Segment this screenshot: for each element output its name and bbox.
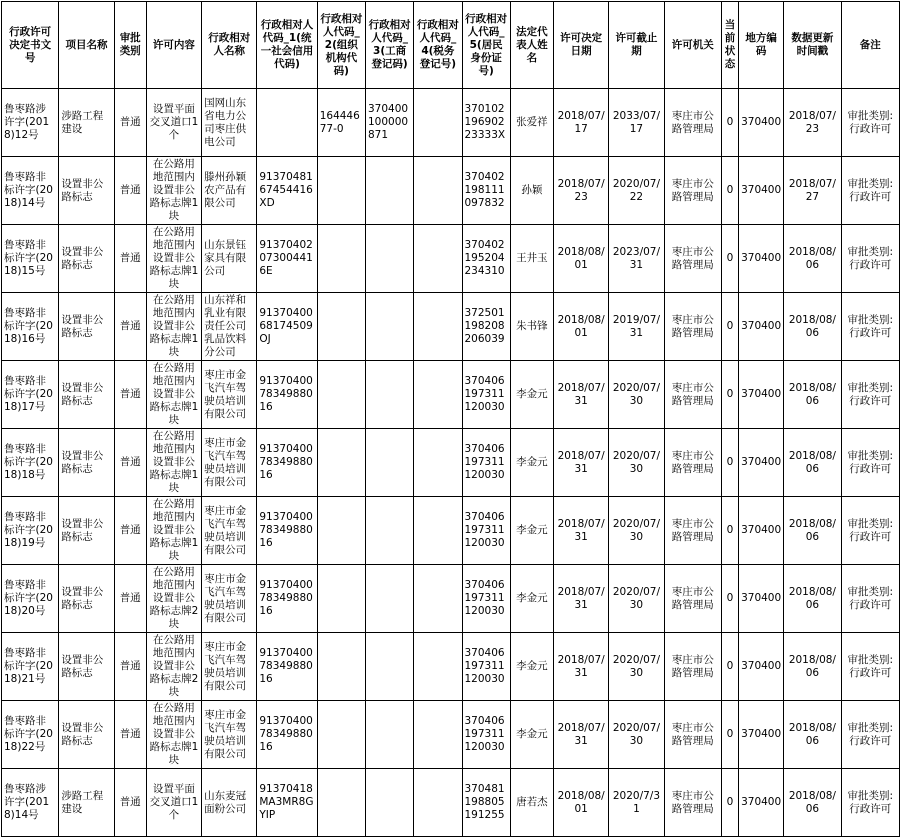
header-updated: 数据更新时间戳 [784, 2, 841, 89]
cell-docno: 鲁枣路非标许字(2018)17号 [2, 361, 59, 429]
table-row [2, 497, 900, 565]
cell-code-2: 16444677-0 [317, 89, 365, 157]
cell-updated: 2018/08/06 [784, 565, 841, 633]
cell-remark: 审批类别:行政许可 [841, 157, 899, 225]
cell-code-5: 370406197311120030 [462, 565, 510, 633]
cell-code-4 [414, 293, 462, 361]
cell-decision-date: 2018/07/23 [554, 157, 609, 225]
cell-category: 普通 [114, 89, 146, 157]
cell-content: 在公路用地范围内设置非公路标志牌2块 [146, 633, 201, 701]
cell-code-5: 370481198805191255 [462, 769, 510, 837]
cell-code-5: 370402198111097832 [462, 157, 510, 225]
header-row [2, 2, 900, 89]
table-row [2, 157, 900, 225]
cell-remark: 审批类别:行政许可 [841, 701, 899, 769]
cell-party-name: 枣庄市金飞汽车驾驶员培训有限公司 [202, 701, 257, 769]
cell-authority: 枣庄市公路管理局 [664, 565, 721, 633]
cell-party-name: 枣庄市金飞汽车驾驶员培训有限公司 [202, 361, 257, 429]
cell-category: 普通 [114, 565, 146, 633]
cell-legal-rep: 张爱祥 [510, 89, 553, 157]
cell-decision-date: 2018/08/01 [554, 225, 609, 293]
cell-docno: 鲁枣路非标许字(2018)14号 [2, 157, 59, 225]
cell-content: 在公路用地范围内设置非公路标志牌1块 [146, 293, 201, 361]
cell-code-4 [414, 89, 462, 157]
cell-code-3 [365, 429, 413, 497]
cell-party-name: 滕州孙颖农产品有限公司 [202, 157, 257, 225]
cell-status: 0 [721, 157, 738, 225]
cell-category: 普通 [114, 429, 146, 497]
header-expiry: 许可截止期 [609, 2, 664, 89]
cell-project: 设置非公路标志 [59, 701, 114, 769]
cell-code-5: 370406197311120030 [462, 429, 510, 497]
cell-decision-date: 2018/07/31 [554, 565, 609, 633]
cell-region: 370400 [739, 769, 784, 837]
cell-legal-rep: 李金元 [510, 633, 553, 701]
cell-authority: 枣庄市公路管理局 [664, 293, 721, 361]
cell-updated: 2018/08/06 [784, 225, 841, 293]
cell-code-3 [365, 701, 413, 769]
cell-project: 设置非公路标志 [59, 565, 114, 633]
cell-expiry: 2019/07/31 [609, 293, 664, 361]
cell-code-4 [414, 769, 462, 837]
cell-region: 370400 [739, 361, 784, 429]
cell-authority: 枣庄市公路管理局 [664, 701, 721, 769]
cell-region: 370400 [739, 701, 784, 769]
cell-project: 设置非公路标志 [59, 429, 114, 497]
cell-content: 在公路用地范围内设置非公路标志牌1块 [146, 157, 201, 225]
cell-code-3 [365, 361, 413, 429]
cell-code-2 [317, 429, 365, 497]
table-row [2, 701, 900, 769]
cell-expiry: 2020/07/30 [609, 361, 664, 429]
cell-code-2 [317, 701, 365, 769]
cell-remark: 审批类别:行政许可 [841, 225, 899, 293]
cell-expiry: 2023/07/31 [609, 225, 664, 293]
table-row [2, 89, 900, 157]
cell-code-1 [257, 89, 317, 157]
cell-legal-rep: 李金元 [510, 565, 553, 633]
cell-code-3 [365, 157, 413, 225]
cell-project: 设置非公路标志 [59, 293, 114, 361]
cell-decision-date: 2018/07/31 [554, 497, 609, 565]
cell-remark: 审批类别:行政许可 [841, 429, 899, 497]
cell-region: 370400 [739, 497, 784, 565]
cell-expiry: 2020/7/31 [609, 769, 664, 837]
cell-status: 0 [721, 361, 738, 429]
cell-legal-rep: 唐若杰 [510, 769, 553, 837]
cell-legal-rep: 李金元 [510, 429, 553, 497]
cell-status: 0 [721, 497, 738, 565]
cell-code-4 [414, 361, 462, 429]
cell-docno: 鲁枣路非标许字(2018)22号 [2, 701, 59, 769]
cell-project: 设置非公路标志 [59, 497, 114, 565]
cell-remark: 审批类别:行政许可 [841, 293, 899, 361]
cell-authority: 枣庄市公路管理局 [664, 361, 721, 429]
table-body [2, 89, 900, 837]
header-code-3: 行政相对人代码_3(工商登记码) [365, 2, 413, 89]
cell-updated: 2018/08/06 [784, 769, 841, 837]
cell-legal-rep: 李金元 [510, 701, 553, 769]
cell-docno: 鲁枣路非标许字(2018)16号 [2, 293, 59, 361]
cell-expiry: 2020/07/30 [609, 701, 664, 769]
cell-docno: 鲁枣路涉许字(2018)12号 [2, 89, 59, 157]
cell-code-2 [317, 157, 365, 225]
cell-remark: 审批类别:行政许可 [841, 769, 899, 837]
cell-decision-date: 2018/07/31 [554, 633, 609, 701]
header-project: 项目名称 [59, 2, 114, 89]
cell-status: 0 [721, 89, 738, 157]
cell-status: 0 [721, 225, 738, 293]
cell-expiry: 2020/07/22 [609, 157, 664, 225]
cell-content: 在公路用地范围内设置非公路标志牌1块 [146, 361, 201, 429]
cell-code-1: 91370402073004416E [257, 225, 317, 293]
cell-updated: 2018/08/06 [784, 429, 841, 497]
cell-code-4 [414, 633, 462, 701]
cell-code-3 [365, 769, 413, 837]
cell-remark: 审批类别:行政许可 [841, 565, 899, 633]
cell-category: 普通 [114, 225, 146, 293]
cell-code-3 [365, 633, 413, 701]
cell-authority: 枣庄市公路管理局 [664, 497, 721, 565]
cell-category: 普通 [114, 361, 146, 429]
header-party-name: 行政相对人名称 [202, 2, 257, 89]
cell-decision-date: 2018/07/31 [554, 429, 609, 497]
header-legal-rep: 法定代表人姓名 [510, 2, 553, 89]
cell-code-1: 913704007834988016 [257, 497, 317, 565]
cell-authority: 枣庄市公路管理局 [664, 429, 721, 497]
cell-region: 370400 [739, 225, 784, 293]
cell-category: 普通 [114, 701, 146, 769]
table-row [2, 293, 900, 361]
cell-updated: 2018/08/06 [784, 293, 841, 361]
cell-decision-date: 2018/07/17 [554, 89, 609, 157]
cell-code-2 [317, 361, 365, 429]
cell-party-name: 山东景钰家具有限公司 [202, 225, 257, 293]
cell-region: 370400 [739, 89, 784, 157]
cell-updated: 2018/08/06 [784, 361, 841, 429]
cell-content: 在公路用地范围内设置非公路标志牌1块 [146, 497, 201, 565]
cell-docno: 鲁枣路涉许字(2018)14号 [2, 769, 59, 837]
cell-project: 设置非公路标志 [59, 361, 114, 429]
cell-code-4 [414, 157, 462, 225]
cell-code-2 [317, 225, 365, 293]
cell-code-1: 913704007834988016 [257, 361, 317, 429]
cell-region: 370400 [739, 633, 784, 701]
cell-authority: 枣庄市公路管理局 [664, 157, 721, 225]
cell-updated: 2018/08/06 [784, 701, 841, 769]
header-content: 许可内容 [146, 2, 201, 89]
cell-legal-rep: 李金元 [510, 361, 553, 429]
cell-authority: 枣庄市公路管理局 [664, 769, 721, 837]
cell-status: 0 [721, 565, 738, 633]
cell-decision-date: 2018/08/01 [554, 769, 609, 837]
header-category: 审批类别 [114, 2, 146, 89]
cell-status: 0 [721, 633, 738, 701]
cell-project: 设置非公路标志 [59, 225, 114, 293]
cell-remark: 审批类别:行政许可 [841, 361, 899, 429]
cell-code-4 [414, 497, 462, 565]
cell-expiry: 2020/07/30 [609, 429, 664, 497]
cell-party-name: 枣庄市金飞汽车驾驶员培训有限公司 [202, 633, 257, 701]
cell-docno: 鲁枣路非标许字(2018)21号 [2, 633, 59, 701]
header-code-4: 行政相对人代码_4(税务登记号) [414, 2, 462, 89]
cell-category: 普通 [114, 157, 146, 225]
header-status: 当前状态 [721, 2, 738, 89]
header-code-1: 行政相对人代码_1(统一社会信用代码) [257, 2, 317, 89]
header-code-2: 行政相对人代码_2(组织机构代码) [317, 2, 365, 89]
cell-remark: 审批类别:行政许可 [841, 89, 899, 157]
cell-code-5: 370402195204234310 [462, 225, 510, 293]
cell-party-name: 山东祥和乳业有限责任公司乳品饮料分公司 [202, 293, 257, 361]
cell-code-5: 370406197311120030 [462, 633, 510, 701]
header-code-5: 行政相对人代码_5(居民身份证号) [462, 2, 510, 89]
cell-docno: 鲁枣路非标许字(2018)15号 [2, 225, 59, 293]
cell-code-1: 9137040068174509OJ [257, 293, 317, 361]
cell-authority: 枣庄市公路管理局 [664, 633, 721, 701]
cell-authority: 枣庄市公路管理局 [664, 89, 721, 157]
cell-party-name: 枣庄市金飞汽车驾驶员培训有限公司 [202, 429, 257, 497]
header-decision-date: 许可决定日期 [554, 2, 609, 89]
cell-project: 设置非公路标志 [59, 633, 114, 701]
cell-code-5: 37010219690223333X [462, 89, 510, 157]
cell-code-3 [365, 293, 413, 361]
cell-code-4 [414, 225, 462, 293]
table-row [2, 429, 900, 497]
cell-legal-rep: 王井玉 [510, 225, 553, 293]
cell-code-1: 913704007834988016 [257, 701, 317, 769]
cell-decision-date: 2018/07/31 [554, 701, 609, 769]
cell-code-2 [317, 497, 365, 565]
cell-updated: 2018/07/27 [784, 157, 841, 225]
cell-content: 设置平面交叉道口1个 [146, 89, 201, 157]
cell-code-2 [317, 633, 365, 701]
cell-content: 在公路用地范围内设置非公路标志牌1块 [146, 429, 201, 497]
cell-status: 0 [721, 769, 738, 837]
cell-region: 370400 [739, 157, 784, 225]
cell-authority: 枣庄市公路管理局 [664, 225, 721, 293]
header-doc-no: 行政许可决定书文号 [2, 2, 59, 89]
header-remark: 备注 [841, 2, 899, 89]
cell-project: 涉路工程建设 [59, 769, 114, 837]
cell-region: 370400 [739, 565, 784, 633]
cell-content: 设置平面交叉道口1个 [146, 769, 201, 837]
cell-code-4 [414, 701, 462, 769]
cell-code-2 [317, 769, 365, 837]
cell-region: 370400 [739, 429, 784, 497]
cell-expiry: 2033/07/17 [609, 89, 664, 157]
cell-legal-rep: 孙颖 [510, 157, 553, 225]
cell-code-4 [414, 429, 462, 497]
cell-code-5: 372501198208206039 [462, 293, 510, 361]
cell-code-4 [414, 565, 462, 633]
table-row [2, 633, 900, 701]
cell-category: 普通 [114, 293, 146, 361]
cell-remark: 审批类别:行政许可 [841, 633, 899, 701]
cell-expiry: 2020/07/30 [609, 565, 664, 633]
cell-status: 0 [721, 293, 738, 361]
cell-legal-rep: 朱书锋 [510, 293, 553, 361]
cell-expiry: 2020/07/30 [609, 497, 664, 565]
cell-category: 普通 [114, 633, 146, 701]
cell-legal-rep: 李金元 [510, 497, 553, 565]
cell-code-1: 913704007834988016 [257, 565, 317, 633]
cell-remark: 审批类别:行政许可 [841, 497, 899, 565]
cell-decision-date: 2018/07/31 [554, 361, 609, 429]
cell-code-2 [317, 565, 365, 633]
cell-code-1: 913704007834988016 [257, 633, 317, 701]
cell-code-1: 913704007834988016 [257, 429, 317, 497]
cell-content: 在公路用地范围内设置非公路标志牌1块 [146, 225, 201, 293]
cell-docno: 鲁枣路非标许字(2018)20号 [2, 565, 59, 633]
cell-code-5: 370406197311120030 [462, 361, 510, 429]
cell-code-5: 370406197311120030 [462, 497, 510, 565]
cell-party-name: 枣庄市金飞汽车驾驶员培训有限公司 [202, 497, 257, 565]
cell-category: 普通 [114, 769, 146, 837]
cell-status: 0 [721, 429, 738, 497]
cell-decision-date: 2018/08/01 [554, 293, 609, 361]
cell-region: 370400 [739, 293, 784, 361]
cell-status: 0 [721, 701, 738, 769]
cell-project: 涉路工程建设 [59, 89, 114, 157]
table-row [2, 565, 900, 633]
cell-code-3: 370400100000871 [365, 89, 413, 157]
cell-code-3 [365, 225, 413, 293]
table-row [2, 361, 900, 429]
cell-code-2 [317, 293, 365, 361]
table-row [2, 225, 900, 293]
cell-content: 在公路用地范围内设置非公路标志牌2块 [146, 565, 201, 633]
cell-expiry: 2020/07/30 [609, 633, 664, 701]
cell-updated: 2018/08/06 [784, 633, 841, 701]
header-authority: 许可机关 [664, 2, 721, 89]
cell-updated: 2018/08/06 [784, 497, 841, 565]
cell-code-3 [365, 565, 413, 633]
cell-code-3 [365, 497, 413, 565]
cell-category: 普通 [114, 497, 146, 565]
table-row [2, 769, 900, 837]
cell-docno: 鲁枣路非标许字(2018)18号 [2, 429, 59, 497]
cell-party-name: 山东麦冠面粉公司 [202, 769, 257, 837]
cell-updated: 2018/07/23 [784, 89, 841, 157]
permit-table [1, 1, 900, 837]
cell-party-name: 枣庄市金飞汽车驾驶员培训有限公司 [202, 565, 257, 633]
header-region: 地方编码 [739, 2, 784, 89]
cell-code-1: 9137048167454416XD [257, 157, 317, 225]
cell-project: 设置非公路标志 [59, 157, 114, 225]
cell-code-5: 370406197311120030 [462, 701, 510, 769]
cell-party-name: 国网山东省电力公司枣庄供电公司 [202, 89, 257, 157]
cell-code-1: 91370418MA3MR8GYIP [257, 769, 317, 837]
cell-docno: 鲁枣路非标许字(2018)19号 [2, 497, 59, 565]
cell-content: 在公路用地范围内设置非公路标志牌1块 [146, 701, 201, 769]
